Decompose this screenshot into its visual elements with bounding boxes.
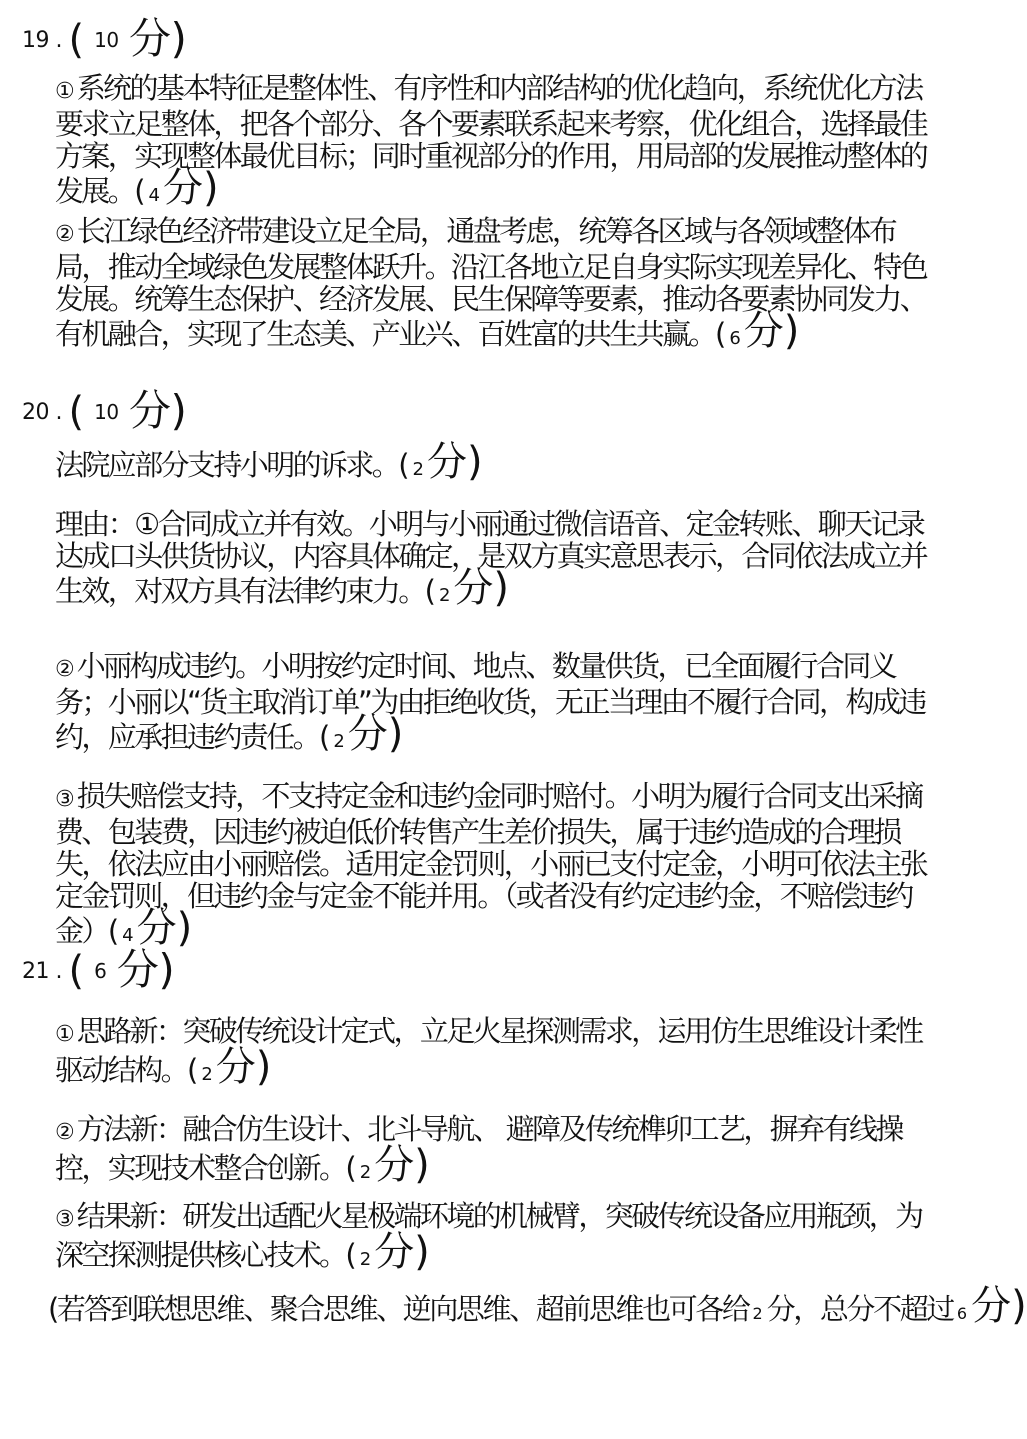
- item-marker: ②: [55, 1120, 75, 1145]
- question-21-item-1: [55, 1015, 945, 1091]
- question-20-item-3: [55, 650, 945, 758]
- points-unit: 分): [116, 945, 175, 994]
- item-score: ( 2分): [345, 1229, 430, 1275]
- question-19-item-1: [55, 72, 945, 212]
- question-points: 10: [94, 28, 119, 52]
- item-text: 方法新：融合仿生设计、北斗导航、 避障及传统榫卯工艺，摒弃有线操控，实现技术整合创新。: [55, 1112, 902, 1185]
- open-paren: (: [68, 17, 84, 63]
- question-20-item-1: [55, 439, 945, 486]
- note-text-before: (若答到联想思维、聚合思维、逆向思维、超前思维也可各给: [48, 1292, 749, 1326]
- question-number: 19 .: [22, 28, 62, 53]
- item-score: ( 2分): [345, 1142, 430, 1188]
- item-text: 结果新：研发出适配火星极端环境的机械臂，突破传统设备应用瓶颈，为深空探测提供核心技术。: [55, 1199, 922, 1272]
- question-20-item-4: [55, 780, 945, 952]
- item-text: 法院应部分支持小明的诉求。: [55, 448, 399, 482]
- note-points: 2: [752, 1304, 763, 1323]
- note-max-points: 6: [956, 1304, 968, 1323]
- open-paren: (: [68, 389, 84, 435]
- question-21-scoring-note: [48, 1283, 1027, 1330]
- question-21-item-3: [55, 1200, 945, 1276]
- question-20-header: [22, 378, 186, 438]
- item-score: ( 2分): [424, 565, 509, 611]
- note-unit: 分): [971, 1283, 1027, 1329]
- item-marker: ③: [55, 787, 75, 812]
- item-score: ( 2分): [398, 439, 483, 485]
- question-20-item-2: [55, 508, 945, 612]
- open-paren: (: [68, 948, 84, 994]
- item-text: 理由：①合同成立并有效。小明与小丽通过微信语音、定金转账、聊天记录达成口头供货协议，内容具体确定，是双方真实意思表示，合同依法成立并生效，对双方具有法律约束力。: [55, 507, 927, 608]
- item-marker: ③: [55, 1207, 75, 1232]
- item-text: 长江绿色经济带建设立足全局，通盘考虑，统筹各区域与各领域整体布局，推动全域绿色发展整体跃升。沿江各地立足自身实际实现差异化、特色发展。统筹生态保护、经济发展、民生保障等要素，推动各要素协同发力、有机融合，实现了生态美、产业兴、百姓富的共生共赢。: [55, 214, 927, 351]
- item-score: ( 2分): [187, 1044, 272, 1090]
- points-unit: 分): [129, 386, 187, 435]
- question-19-header: [22, 6, 186, 66]
- item-score: ( 2分): [319, 711, 404, 757]
- item-marker: ①: [55, 1022, 75, 1047]
- item-marker: ②: [55, 222, 75, 247]
- question-points: 10: [94, 400, 119, 424]
- item-text: 损失赔偿支持，不支持定金和违约金同时赔付。小明为履行合同支出采摘费、包装费，因违约被迫低价转售产生差价损失，属于违约造成的合理损失，依法应由小丽赔偿。适用定金罚则，小丽已支付定金，小明可依法主张定金罚则，但违约金与定金不能并用。（或者没有约定违约金，不赔偿违约金）: [55, 779, 927, 948]
- item-text: 小丽构成违约。小明按约定时间、地点、数量供货，已全面履行合同义务；小丽以“货主取消订单”为由拒绝收货，无正当理由不履行合同，构成违约，应承担违约责任。: [55, 649, 925, 754]
- item-score: ( 4分): [134, 165, 219, 211]
- question-number: 20 .: [22, 400, 62, 425]
- question-points: 6: [94, 959, 107, 983]
- item-score: ( 4分): [107, 905, 193, 951]
- question-number: 21 .: [22, 959, 62, 984]
- item-marker: ①: [55, 79, 75, 104]
- item-text: 思路新：突破传统设计定式，立足火星探测需求，运用仿生思维设计柔性驱动结构。: [55, 1014, 922, 1087]
- note-text-mid: 分，总分不超过: [766, 1292, 953, 1326]
- question-21-header: [22, 937, 174, 997]
- item-score: ( 6分): [715, 308, 800, 354]
- question-19-item-2: [55, 215, 945, 355]
- item-text: 系统的基本特征是整体性、有序性和内部结构的优化趋向，系统优化方法要求立足整体，把各个部分、各个要素联系起来考察，优化组合，选择最佳方案，实现整体最优目标；同时重视部分的作用，用局部的发展推动整体的发展。: [55, 71, 927, 208]
- question-21-item-2: [55, 1113, 945, 1189]
- item-marker: ②: [55, 657, 75, 682]
- points-unit: 分): [129, 14, 187, 63]
